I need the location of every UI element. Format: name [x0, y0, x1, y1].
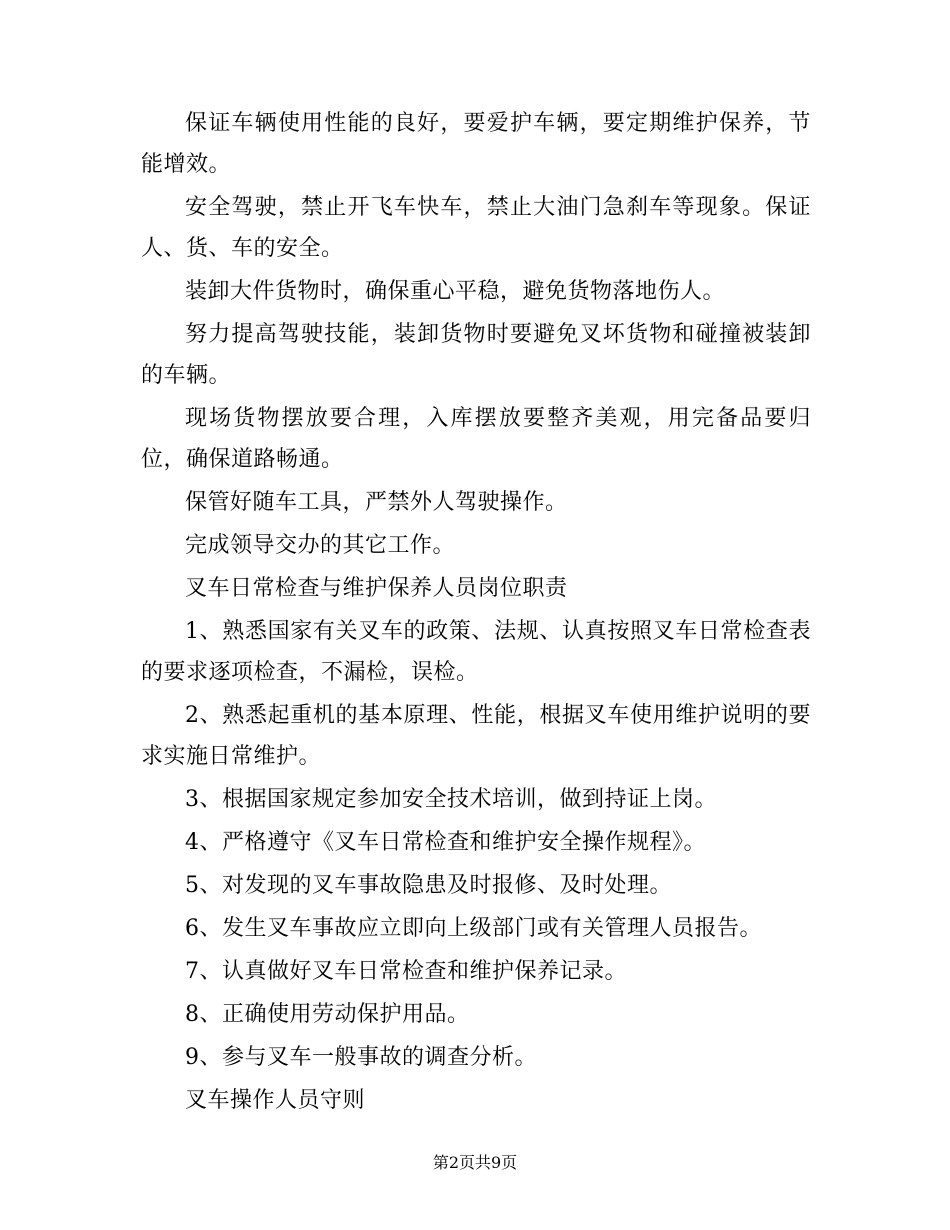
section-heading: 叉车日常检查与维护保养人员岗位职责 — [185, 576, 568, 601]
paragraph: 保证车辆使用性能的良好，要爱护车辆，要定期维护保养，节能增效。 — [141, 111, 811, 177]
paragraph: 安全驾驶，禁止开飞车快车，禁止大油门急刹车等现象。保证人、货、车的安全。 — [141, 195, 811, 261]
list-item: 3、根据国家规定参加安全技术培训，做到持证上岗。 — [185, 787, 717, 812]
paragraph: 努力提高驾驶技能，装卸货物时要避免叉坏货物和碰撞被装卸的车辆。 — [141, 322, 811, 388]
paragraph: 装卸大件货物时，确保重心平稳，避免货物落地伤人。 — [185, 279, 726, 304]
list-item: 5、对发现的叉车事故隐患及时报修、及时处理。 — [185, 873, 672, 898]
section-heading: 叉车操作人员守则 — [185, 1088, 366, 1113]
document-body — [141, 103, 811, 1121]
paragraph: 现场货物摆放要合理，入库摆放要整齐美观，用完备品要归位，确保道路畅通。 — [141, 406, 811, 472]
paragraph: 保管好随车工具，严禁外人驾驶操作。 — [185, 490, 568, 515]
list-item: 7、认真做好叉车日常检查和维护保养记录。 — [185, 959, 627, 984]
list-item: 2、熟悉起重机的基本原理、性能，根据叉车使用维护说明的要求实施日常维护。 — [141, 703, 811, 769]
list-item: 9、参与叉车一般事故的调查分析。 — [185, 1045, 537, 1070]
list-item: 4、严格遵守《叉车日常检查和维护安全操作规程》。 — [185, 830, 706, 855]
list-item: 1、熟悉国家有关叉车的政策、法规、认真按照叉车日常检查表的要求逐项检查，不漏检，误检。 — [141, 619, 811, 685]
list-item: 6、发生叉车事故应立即向上级部门或有关管理人员报告。 — [185, 916, 762, 941]
paragraph: 完成领导交办的其它工作。 — [185, 533, 456, 558]
page-number-footer: 第2页共9页 — [432, 1153, 518, 1172]
list-item: 8、正确使用劳动保护用品。 — [185, 1002, 470, 1027]
